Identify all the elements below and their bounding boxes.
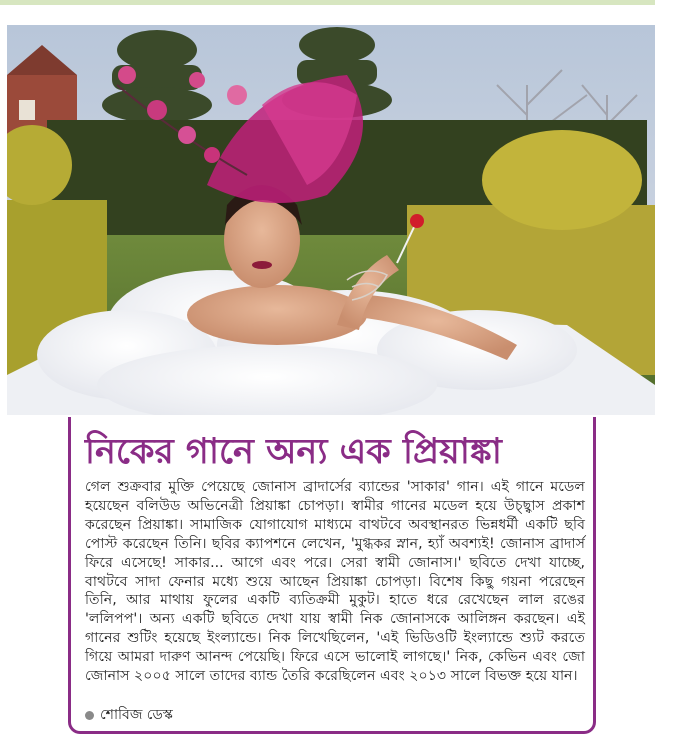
bullet-icon [85, 711, 94, 720]
top-color-strip [0, 0, 655, 5]
article-headline: নিকের গানে অন্য এক প্রিয়াঙ্কা [85, 432, 502, 472]
article-photo [7, 25, 655, 415]
article-body: গেল শুক্রবার মুক্তি পেয়েছে জোনাস ব্রাদার্সের ব্যান্ডের 'সাকার' গান। এই গানে মডেল হয়েছেন বলিউড অভিনেত্রী প্রিয়াঙ্কা চোপড়া। স্বামীর গানের মডেল হয়ে উচ্ছ্বাস প্রকাশ করেছেন প্রিয়াঙ্কা। সামাজিক যোগাযোগ মাধ্যমে বাথটবে অবস্থানরত ভিন্নধর্মী একটি ছবি পোস্ট করেছেন তিনি। ছবির ক্যাপশনে লেখেন, 'মুগ্ধকর স্নান, হ্যাঁ অবশ্যই! জোনাস ব্রাদার্স ফিরে এসেছে! সাকার... আগে এবং পরে। সেরা স্বামী জোনাস।' ছবিতে দেখা যাচ্ছে, বাথটবে সাদা ফেনার মধ্যে শুয়ে আছেন প্রিয়াঙ্কা চোপড়া। বিশেষ কিছু গয়না পরেছেন তিনি, আর মাথায় ফুলের একটি ব্যতিক্রমী মুকুট। হাতে ধরে রেখেছেন লাল রঙের 'ললিপপ'। অন্য একটি ছবিতে দেখা যায় স্বামী নিক জোনাসকে আলিঙ্গন করছেন। এই গানের শুটিং হয়েছে ইংল্যান্ডে। নিক লিখেছিলেন, 'এই ভিডিওটি ইংল্যান্ডে শ্যুট করতে গিয়ে আমরা দারুণ আনন্দ পেয়েছি। ফিরে এসে ভালোই লাগছে।' নিক, কেভিন এবং জো জোনাস ২০০৫ সালে তাদের ব্যান্ড তৈরি করেছিলেন এবং ২০১৩ সালে বিভক্ত হয়ে যান। [85, 479, 585, 685]
article-byline [85, 706, 173, 724]
byline-text: শোবিজ ডেস্ক [100, 707, 173, 723]
